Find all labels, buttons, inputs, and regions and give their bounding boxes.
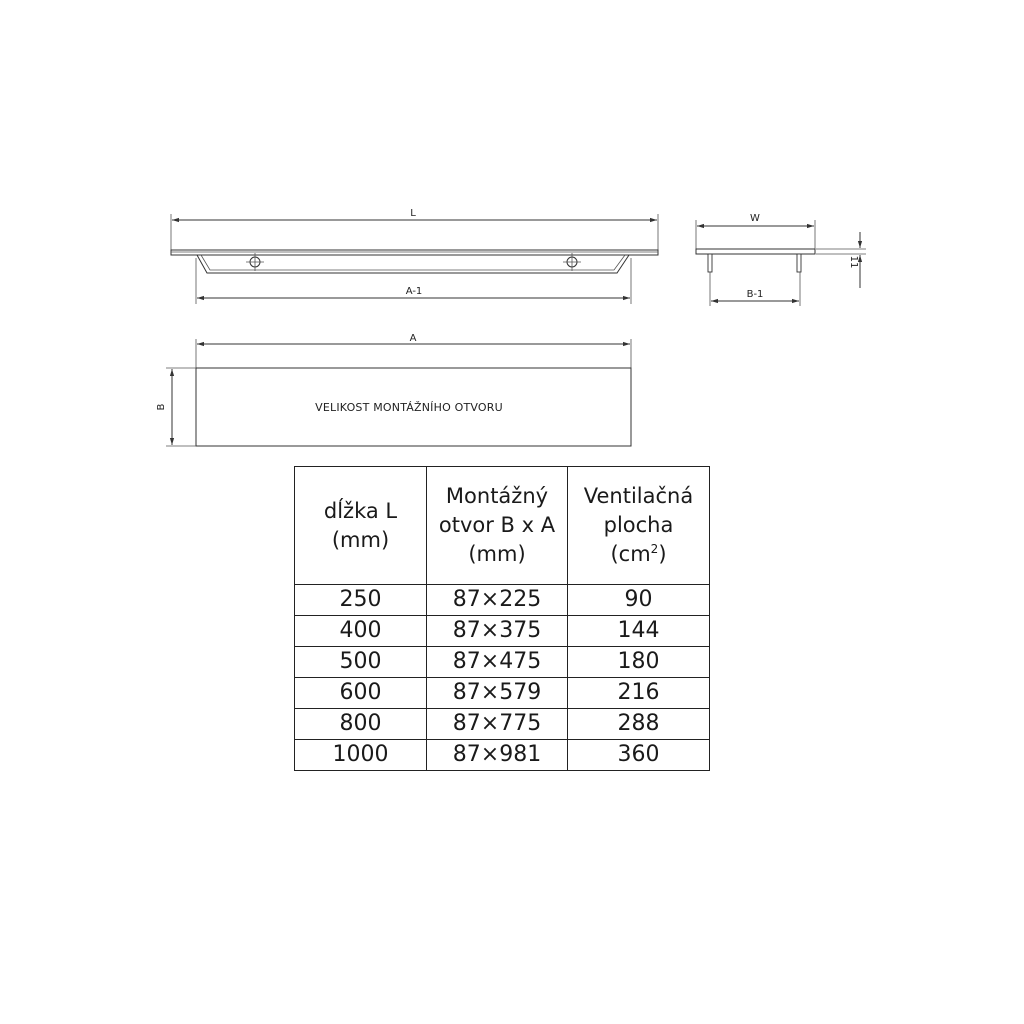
cell-ventilation: 360 (568, 740, 710, 771)
side-leg (708, 254, 712, 272)
dimension-label-11: 11 (848, 255, 859, 269)
unit-superscript: 2 (650, 542, 659, 556)
side-view (696, 213, 866, 306)
header-opening-line2: otvor B x A (438, 513, 556, 537)
grille-plate (171, 250, 658, 255)
cell-opening: 87×579 (427, 678, 568, 709)
cell-length: 250 (295, 585, 427, 616)
front-view (171, 208, 658, 304)
dimension-label-l: L (410, 208, 416, 219)
cell-length: 400 (295, 616, 427, 647)
cell-length: 800 (295, 709, 427, 740)
cell-ventilation: 180 (568, 647, 710, 678)
side-leg (797, 254, 801, 272)
dimension-label-a-1: A-1 (405, 286, 423, 297)
header-opening-line3: (mm) (468, 542, 526, 566)
header-length (295, 467, 427, 585)
dimension-label-a: A (409, 333, 417, 344)
header-ventilation-line1: Ventilačná (583, 484, 694, 508)
table-row (295, 678, 710, 709)
cell-opening: 87×375 (427, 616, 568, 647)
table-row (295, 740, 710, 771)
cell-ventilation: 288 (568, 709, 710, 740)
screw-symbol (246, 253, 264, 271)
header-length-line1: dĺžka L (323, 498, 398, 523)
side-plate (696, 249, 815, 254)
header-length-line2: (mm) (331, 527, 390, 552)
cell-opening: 87×775 (427, 709, 568, 740)
cell-opening: 87×225 (427, 585, 568, 616)
screw-symbol (563, 253, 581, 271)
mounting-opening-caption: VELIKOST MONTÁŽNÍHO OTVORU (315, 401, 503, 414)
cell-ventilation: 216 (568, 678, 710, 709)
dimension-label-b-1: B-1 (746, 289, 764, 300)
header-opening-line1: Montážný (445, 484, 549, 508)
cell-length: 600 (295, 678, 427, 709)
table-header-row (295, 467, 710, 585)
table-row (295, 616, 710, 647)
cell-ventilation: 144 (568, 616, 710, 647)
unit-text: (cm (610, 542, 651, 566)
header-ventilation (568, 467, 710, 585)
cell-length: 1000 (295, 740, 427, 771)
mounting-opening-view (156, 333, 631, 446)
cell-length: 500 (295, 647, 427, 678)
header-ventilation-line2: plocha (603, 513, 674, 537)
unit-close: ) (658, 542, 667, 566)
table-row (295, 585, 710, 616)
table-row (295, 709, 710, 740)
dimension-label-b: B (156, 403, 167, 411)
dimension-label-w: W (750, 213, 760, 224)
cell-opening: 87×475 (427, 647, 568, 678)
header-opening (427, 467, 568, 585)
header-ventilation-line3 (568, 540, 709, 569)
table-row (295, 647, 710, 678)
cell-opening: 87×981 (427, 740, 568, 771)
specification-table (294, 466, 710, 771)
cell-ventilation: 90 (568, 585, 710, 616)
